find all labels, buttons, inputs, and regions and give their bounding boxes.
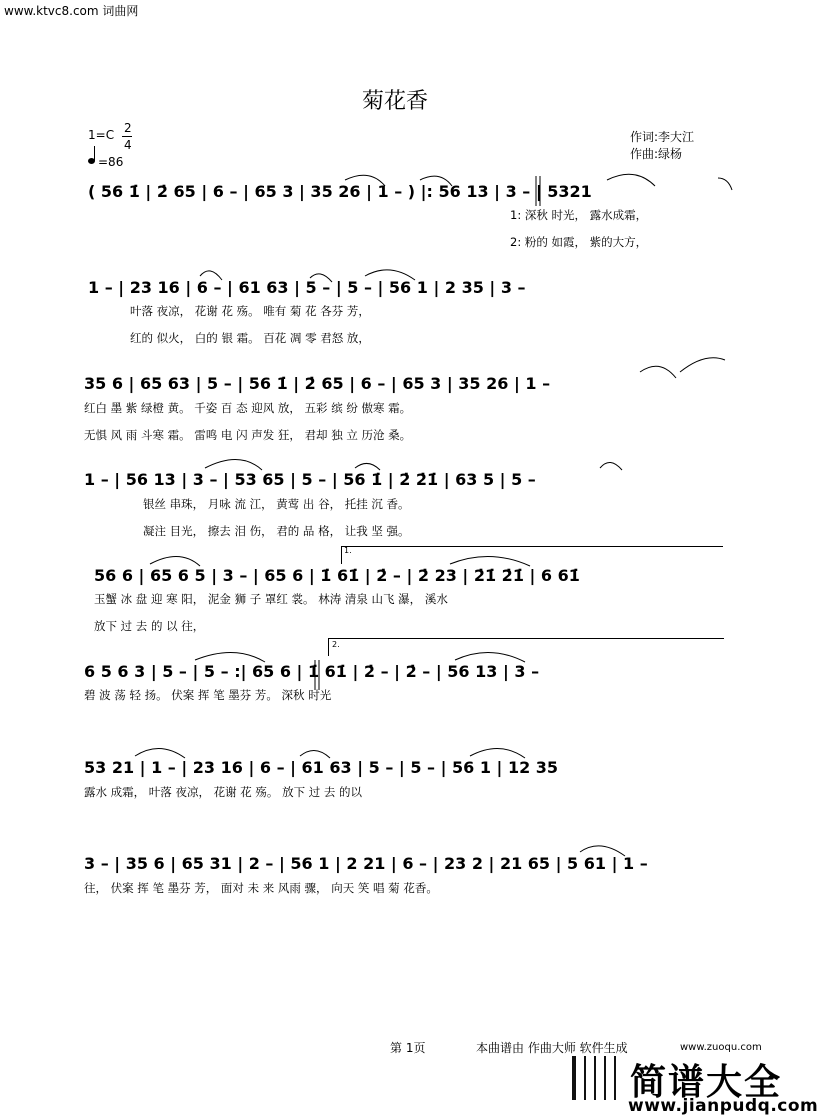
notation-row-7: 53 21 | 1 – | 23 16 | 6 – | 61 63 | 5 – | 5 – | 56 1 | 12 35 [84,758,559,777]
lyrics-row-4-verse-2: 凝注 目光， 擦去 泪 伤， 君的 品 格， 让我 坚 强。 [143,524,410,538]
notation-row-6: 6 5 6 3 | 5 – | 5 – :| 65 6 | 1̇ 61̇ | 2̇ – | 2̇ – | 56 13 | 3 – [84,662,540,681]
slur [195,652,265,662]
lyrics-row-4-verse-1: 银丝 串珠， 月咏 流 江， 黄莺 出 谷， 托挂 沉 香。 [143,497,410,511]
composer: 作曲:绿杨 [630,147,683,161]
slur [135,748,185,758]
slur [580,846,625,856]
lyrics-row-1-verse-2: 2: 粉的 如霞， 紫的大方， [510,235,648,249]
tempo: =86 [98,155,124,169]
page-title: 菊花香 [361,89,428,114]
volta-label-1: 1. [344,546,352,555]
slur [680,358,725,372]
slur [718,178,732,190]
slur [640,366,676,378]
lyrics-row-3-verse-2: 无惧 风 雨 斗寒 霜。 雷鸣 电 闪 声发 狂， 君却 独 立 历沧 桑。 [84,428,412,442]
logo-brand-text: 简谱大全 [630,1062,783,1103]
piano-keys-icon [572,1056,624,1100]
slur [205,459,262,470]
generator-note: 本曲谱由 作曲大师 软件生成 [476,1041,628,1055]
page-number: 第 1页 [390,1041,426,1055]
time-signature-top: 2 [124,121,132,135]
slur [345,175,385,186]
slur [200,271,222,280]
lyrics-row-5-verse-2: 放下 过 去 的 以 往， [94,619,205,633]
lyricist: 作词:李大江 [630,130,695,144]
slur [470,748,525,758]
lyrics-row-2-verse-2: 红的 似火， 白的 银 霜。 百花 凋 零 君怒 放， [130,331,370,345]
slur [310,274,332,282]
site-watermark: www.ktvc8.com 词曲网 [4,4,139,18]
slur [300,750,330,758]
logo-url: www.jianpudq.com [628,1096,818,1116]
key-signature: 1=C [88,128,115,142]
time-signature-bottom: 4 [124,138,132,152]
lyrics-row-1-verse-1: 1: 深秋 时光， 露水成霜， [510,208,648,222]
slur [355,463,380,470]
notation-row-2: 1 – | 23 16 | 6 – | 61 63 | 5 – | 5 – | 56 1 | 2 35 | 3 – [88,278,526,297]
lyrics-row-8-verse-1: 往， 伏案 挥 笔 墨芬 芳， 面对 未 来 风雨 骤， 向天 笑 唱 菊 花香。 [84,881,438,895]
notation-row-1: ( 56 1̇ | 2̇ 65 | 6 – | 65 3 | 35 26 | 1 – ) |: 56 13 | 3 – | 5321 [88,182,592,201]
lyrics-row-6-verse-1: 碧 波 荡 轻 扬。 伏案 挥 笔 墨芬 芳。 深秋 时光 [84,688,332,702]
lyrics-row-3-verse-1: 红白 墨 紫 绿橙 黄。 千姿 百 态 迎风 放， 五彩 缤 纷 傲寒 霜。 [84,401,412,415]
slur [420,176,452,186]
slur [450,556,530,566]
notation-row-4: 1 – | 56 13 | 3 – | 53 65 | 5 – | 56 1̇ | 2̇ 2̇1̇ | 63 5 | 5 – [84,470,536,489]
slur [455,652,525,662]
jianpu-logo [568,1052,818,1119]
notation-row-5: 56 6 | 65 6 5 | 3 – | 65 6 | 1̇ 61̇ | 2̇ – | 2̇ 23 | 2̇1̇ 2̇1̇ | 6 61̇ [94,566,580,585]
volta-label-2: 2. [332,640,340,649]
lyrics-row-5-verse-1: 玉蟹 冰 盘 迎 寒 阳， 泥金 狮 子 罩红 裳。 林涛 清泉 山飞 瀑， 溪水 [94,592,448,606]
generator-site: www.zuoqu.com [680,1042,762,1053]
lyrics-row-2-verse-1: 叶落 夜凉， 花谢 花 殇。 唯有 菊 花 各芬 芳， [130,304,370,318]
slur [150,556,200,566]
slur [607,174,655,186]
slur [600,462,622,470]
notation-row-3: 35 6 | 65 63 | 5 – | 56 1̇ | 2̇ 65 | 6 – | 65 3 | 35 26 | 1 – [84,374,551,393]
lyrics-row-7-verse-1: 露水 成霜， 叶落 夜凉， 花谢 花 殇。 放下 过 去 的以 [84,785,363,799]
notation-row-8: 3 – | 35 6 | 65 31 | 2 – | 56 1 | 2 21 | 6 – | 23 2 | 21 65 | 5 61 | 1 – [84,854,648,873]
slur [365,270,415,280]
